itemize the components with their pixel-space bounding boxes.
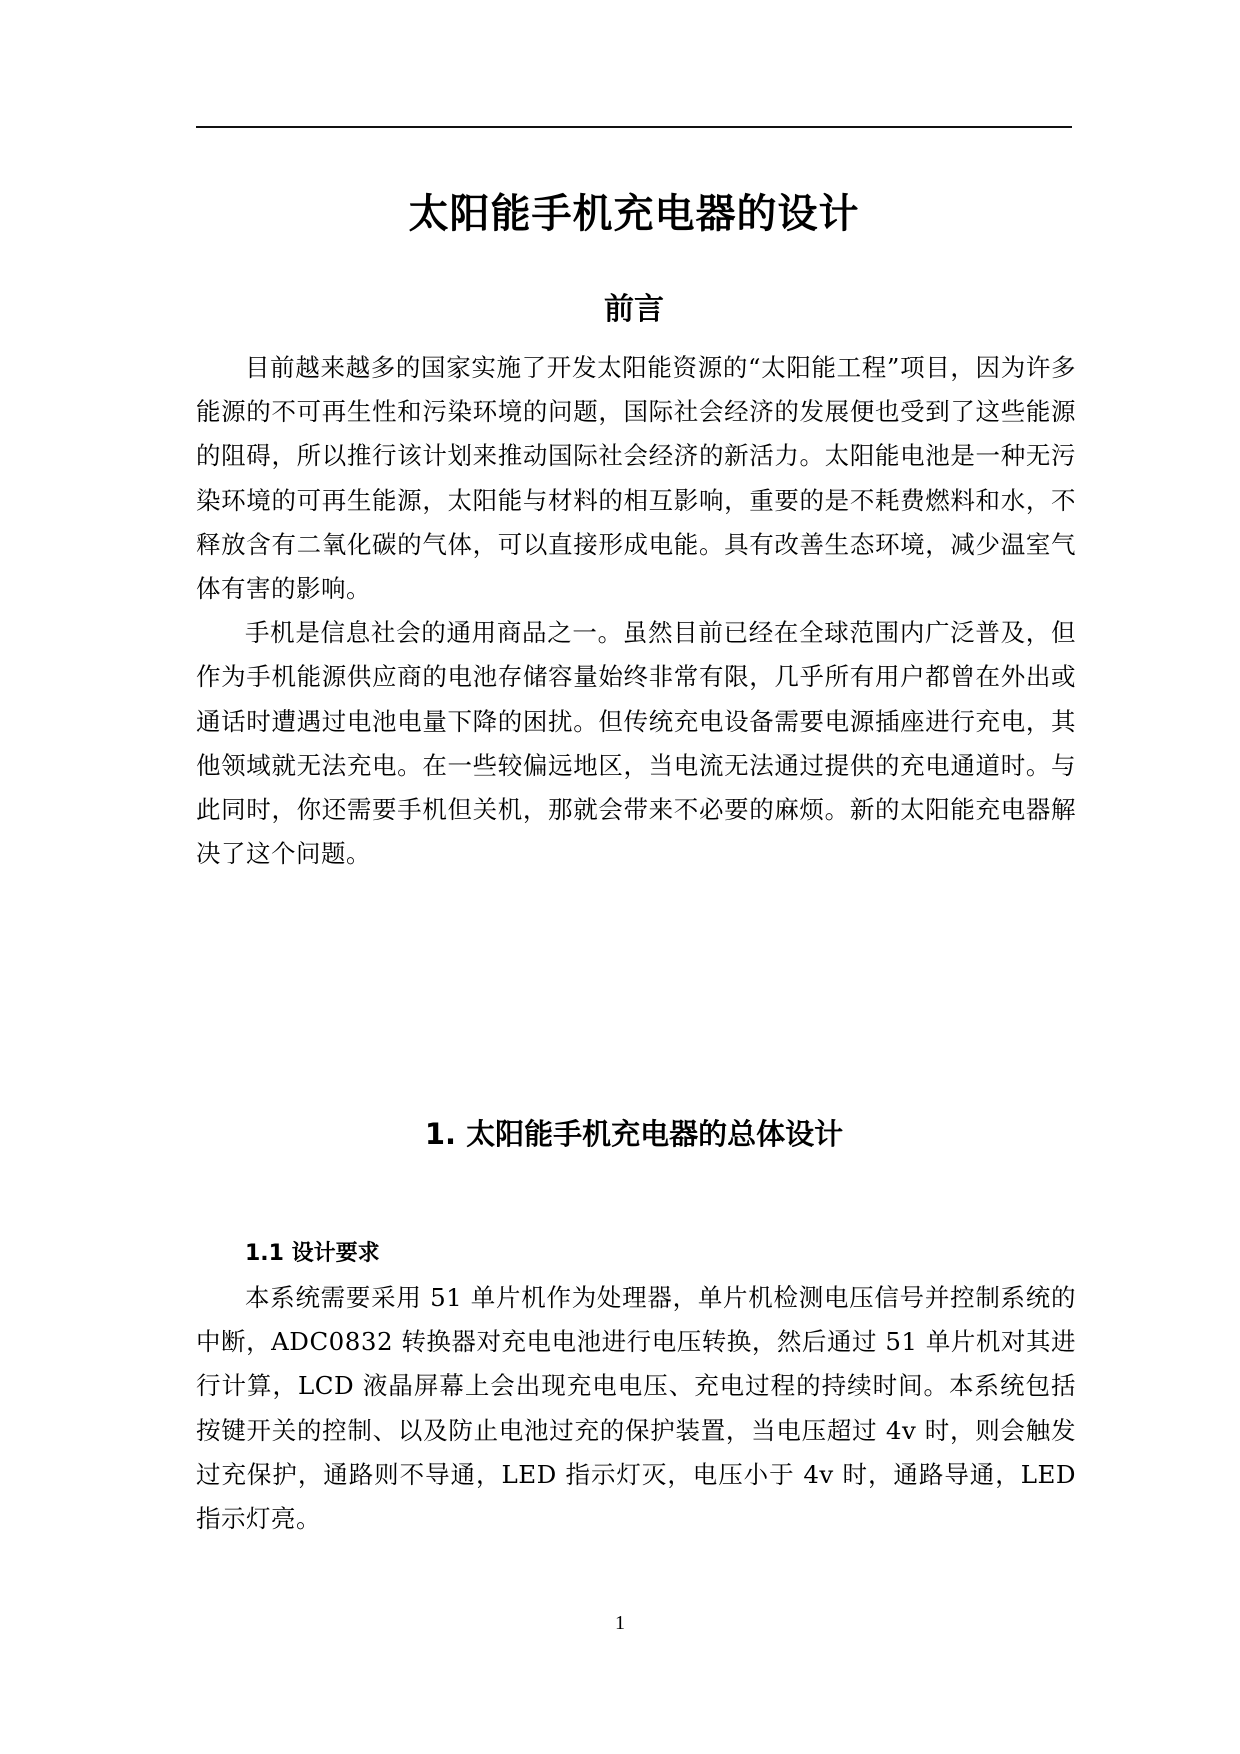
preface-paragraph-2: 手机是信息社会的通用商品之一。虽然目前已经在全球范围内广泛普及，但作为手机能源供应商的电池存储容量始终非常有限，几乎所有用户都曾在外出或通话时遭遇过电池电量下降的困扰。但传统充电设备需要电源插座进行充电，其他领域就无法充电。在一些较偏远地区，当电流无法通过提供的充电通道时。与此同时，你还需要手机但关机，那就会带来不必要的麻烦。新的太阳能充电器解决了这个问题。 (196, 618, 1076, 869)
preface-body (196, 346, 1076, 876)
preface-heading: 前言 (604, 292, 664, 327)
header-rule (196, 126, 1072, 128)
subsection-1-1-body (196, 1276, 1076, 1541)
page-number: 1 (615, 1612, 625, 1634)
document-title: 太阳能手机充电器的设计 (408, 191, 860, 237)
section-1-heading: 1. 太阳能手机充电器的总体设计 (424, 1117, 844, 1151)
preface-paragraph-1: 目前越来越多的国家实施了开发太阳能资源的“太阳能工程”项目，因为许多能源的不可再生性和污染环境的问题，国际社会经济的发展便也受到了这些能源的阻碍，所以推行该计划来推动国际社会经济的新活力。太阳能电池是一种无污染环境的可再生能源，太阳能与材料的相互影响，重要的是不耗费燃料和水，不释放含有二氧化碳的气体，可以直接形成电能。具有改善生态环境，减少温室气体有害的影响。 (196, 353, 1076, 604)
subsection-1-1-heading: 1.1 设计要求 (245, 1241, 380, 1266)
subsection-1-1-paragraph-1: 本系统需要采用 51 单片机作为处理器，单片机检测电压信号并控制系统的中断，ADC0832 转换器对充电电池进行电压转换，然后通过 51 单片机对其进行计算，LCD 液晶屏幕上会出现充电电压、充电过程的持续时间。本系统包括按键开关的控制、以及防止电池过充的保护装置，当电压超过 4v 时，则会触发过充保护，通路则不导通，LED 指示灯灭，电压小于 4v 时，通路导通，LED 指示灯亮。 (196, 1283, 1076, 1534)
